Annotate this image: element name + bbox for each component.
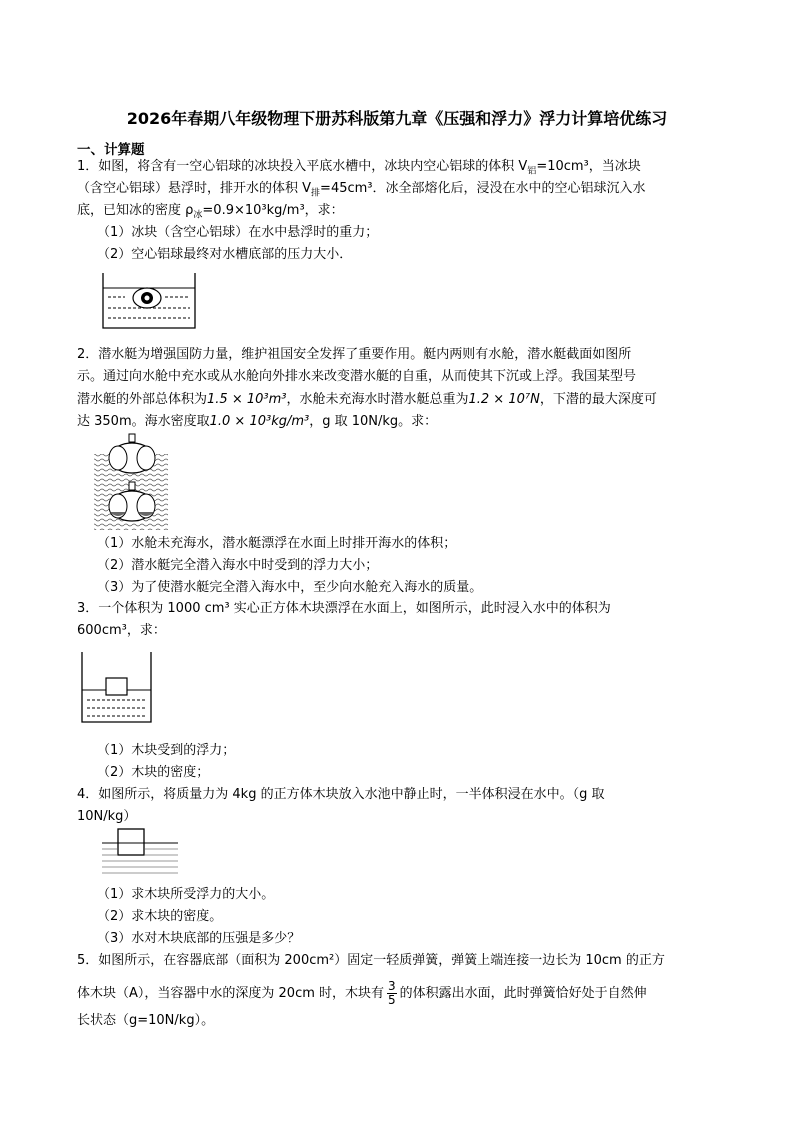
q3-subquestion-1: （1）木块受到的浮力； — [97, 743, 236, 758]
q5-line-2: 体木块（A），当容器中水的深度为 20cm 时，木块有 $\frac{3}{5}$ 的体积露出水面，此时弹簧恰好处于自然伸 — [77, 979, 647, 1007]
q3-line-1: 3．一个体积为 1000 cm³ 实心正方体木块漂浮在水面上，如图所示，此时浸入水中的体积为 — [77, 601, 611, 616]
q1-subquestion-1: （1）冰块（含空心铝球）在水中悬浮时的重力； — [97, 225, 379, 240]
q2-line-2: 示。通过向水舱中充水或从水舱向外排水来改变潜水艇的自重，从而使其下沉或上浮。我国某型号 — [77, 369, 637, 384]
q3-wood-block-figure — [79, 650, 154, 725]
q5-line-1: 5．如图所示，在容器底部（面积为 200cm²）固定一轻质弹簧，弹簧上端连接一边长为 10cm 的正方 — [77, 953, 665, 968]
q4-subquestion-3: （3）水对木块底部的压强是多少？ — [97, 931, 301, 946]
q1-line-3: 底，已知冰的密度 $\rho_冰=0.9\times 10^3kg/m^3$，求： — [77, 203, 344, 221]
q1-line-2: （含空心铝球）悬浮时，排开水的体积 $V_排=45cm^3$．冰全部熔化后，浸没在水中的空心铝球沉入水 — [77, 181, 646, 199]
q1-ice-tank-figure — [100, 270, 200, 332]
document-title: 2026年春期八年级物理下册苏科版第九章《压强和浮力》浮力计算培优练习 — [126, 109, 668, 128]
q5-line-3: 长状态（g=10N/kg）。 — [77, 1013, 215, 1028]
q2-line-4: 达 350m。海水密度取1.0 × 10³kg/m³，g 取 10N/kg。求： — [77, 414, 438, 429]
q3-line-2: 600cm³，求： — [77, 623, 166, 638]
q4-line-2: 10N/kg） — [77, 809, 137, 824]
q4-subquestion-2: （2）求木块的密度。 — [97, 909, 223, 924]
q4-subquestion-1: （1）求木块所受浮力的大小。 — [97, 887, 275, 902]
q4-line-1: 4．如图所示，将质量力为 4kg 的正方体木块放入水池中静止时，一半体积浸在水中。（g 取 — [77, 787, 605, 802]
q2-submarine-figure — [92, 432, 172, 532]
q2-subquestion-2: （2）潜水艇完全潜入海水中时受到的浮力大小； — [97, 558, 379, 573]
q2-line-1: 2．潜水艇为增强国防力量，维护祖国安全发挥了重要作用。艇内两则有水舱，潜水艇截面如图所 — [77, 347, 632, 362]
q2-subquestion-3: （3）为了使潜水艇完全潜入海水中，至少向水舱充入海水的质量。 — [97, 580, 483, 595]
q2-line-3: 潜水艇的外部总体积为1.5 × 10³m³，水舱未充海水时潜水艇总重为1.2 × 10⁷N，下潜的最大深度可 — [77, 392, 657, 407]
q4-pool-figure — [100, 825, 180, 880]
section-heading: 一、计算题 — [77, 142, 145, 158]
q1-line-1: 1．如图，将含有一空心铝球的冰块投入平底水槽中，冰块内空心铝球的体积 $V_铝=10cm^3$，当冰块 — [77, 159, 641, 177]
q1-subquestion-2: （2）空心铝球最终对水槽底部的压力大小． — [97, 247, 353, 262]
q2-subquestion-1: （1）水舱未充海水，潜水艇漂浮在水面上时排开海水的体积； — [97, 536, 457, 551]
q5-fraction: $\frac{3}{5}$ — [388, 979, 396, 1007]
q3-subquestion-2: （2）木块的密度； — [97, 765, 210, 780]
